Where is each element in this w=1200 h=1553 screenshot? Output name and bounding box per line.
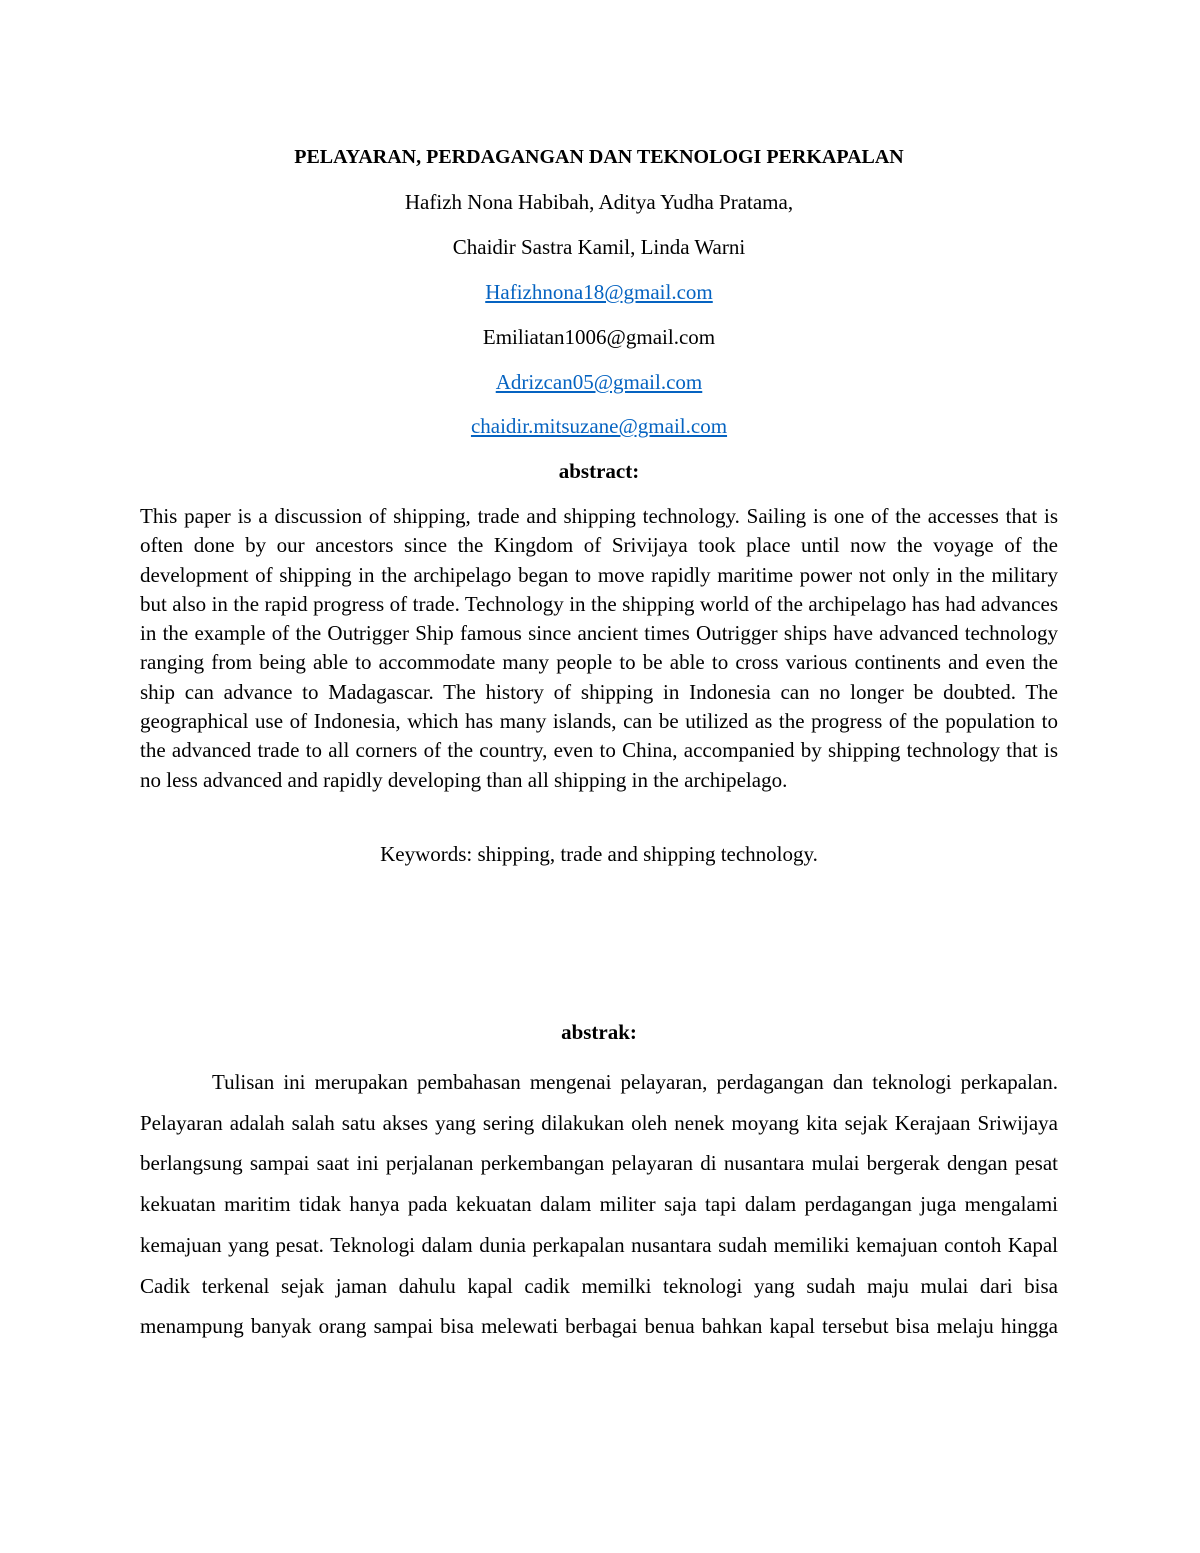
email-row-2	[140, 324, 1058, 350]
abstract-heading-id: abstrak:	[561, 1020, 637, 1044]
email-link-3[interactable]: Adrizcan05@gmail.com	[495, 370, 703, 394]
email-row-1	[140, 279, 1058, 305]
email-link-4[interactable]: chaidir.mitsuzane@gmail.com	[470, 414, 728, 438]
authors-line-2: Chaidir Sastra Kamil, Linda Warni	[452, 235, 746, 259]
email-row-4	[140, 413, 1058, 439]
authors-line-1: Hafizh Nona Habibah, Aditya Yudha Pratama,	[404, 190, 794, 214]
abstract-body-id: Tulisan ini merupakan pembahasan mengenai pelayaran, perdagangan dan teknologi perkapalan. Pelayaran adalah salah satu akses yang sering dilakukan oleh nenek moyang kita sejak Kerajaan Sriwijaya berlangsung sampai saat ini perjalanan perkembangan pelayaran di nusantara mulai bergerak dengan pesat kekuatan maritim tidak hanya pada kekuatan dalam militer saja tapi dalam perdagangan juga mengalami kemajuan yang pesat. Teknologi dalam dunia perkapalan nusantara sudah memiliki kemajuan contoh Kapal Cadik terkenal sejak jaman dahulu kapal cadik memilki teknologi yang sudah maju mulai dari bisa menampung banyak orang sampai bisa melewati berbagai benua bahkan kapal tersebut bisa melaju hingga	[140, 1070, 1058, 1339]
keywords-line: Keywords: shipping, trade and shipping technology.	[380, 842, 818, 866]
abstract-body-en: This paper is a discussion of shipping, trade and shipping technology. Sailing is one of the accesses that is often done by our ancestors since the Kingdom of Srivijaya took place until now the voyage of the development of shipping in the archipelago began to move rapidly maritime power not only in the military but also in the rapid progress of trade. Technology in the shipping world of the archipelago has had advances in the example of the Outrigger Ship famous since ancient times Outrigger ships have advanced technology ranging from being able to accommodate many people to be able to cross various continents and even the ship can advance to Madagascar. The history of shipping in Indonesia can no longer be doubted. The geographical use of Indonesia, which has many islands, can be utilized as the progress of the population to the advanced trade to all corners of the country, even to China, accompanied by shipping technology that is no less advanced and rapidly developing than all shipping in the archipelago.	[140, 504, 1058, 792]
paper-title: PELAYARAN, PERDAGANGAN DAN TEKNOLOGI PERKAPALAN	[294, 146, 904, 168]
email-text-2: Emiliatan1006@gmail.com	[482, 325, 716, 349]
email-link-1[interactable]: Hafizhnona18@gmail.com	[485, 280, 713, 304]
email-row-3	[140, 369, 1058, 395]
abstract-heading-en: abstract:	[558, 459, 640, 483]
